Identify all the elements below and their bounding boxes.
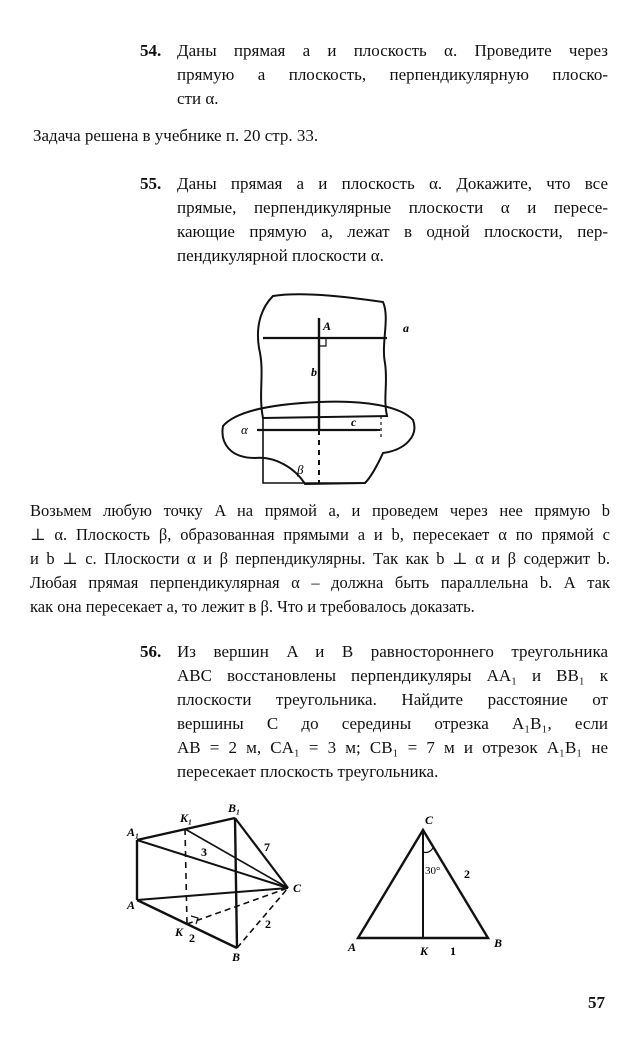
segment-B1-C <box>235 818 288 888</box>
figure-56-spatial <box>125 800 315 965</box>
label-7: 7 <box>264 840 270 854</box>
text-line: Даны прямая a и плоскость α. Проведите через <box>177 41 608 60</box>
text-line: плоскости треугольника. Найдите расстояние от <box>177 690 608 709</box>
plane-a-outline <box>258 294 387 418</box>
text-line: и b ⊥ c. Плоскости α и β перпендикулярны. Так как b ⊥ α и β содержит b. <box>30 549 610 568</box>
label-B1: B₁ <box>228 801 241 815</box>
label-1: 1 <box>450 944 456 958</box>
label-K1: K₁ <box>180 811 193 825</box>
label-alpha: α <box>241 422 248 437</box>
problem-number: 56. <box>140 642 162 661</box>
label-2-right: 2 <box>265 917 271 931</box>
text-line: кающие прямую a, лежат в одной плоскости, пер- <box>177 222 608 241</box>
angle-arc <box>423 848 433 853</box>
segment-A-C <box>137 888 288 900</box>
label-a: a <box>403 321 409 335</box>
plane-beta-outline <box>263 418 365 483</box>
text-line: как она пересекает a, то лежит в β. Что и требовалось доказать. <box>30 597 475 616</box>
text-line: Возьмем любую точку A на прямой a, и проведем через нее прямую b <box>30 501 610 520</box>
segment-K1-K <box>185 829 187 924</box>
text-line: AB = 2 м, CA₁ = 3 м; CB₁ = 7 м и отрезок A₁B₁ не <box>177 738 608 757</box>
label-2-left: 2 <box>189 931 195 945</box>
label-K: K <box>175 925 184 939</box>
text-line: Любая прямая перпендикулярная α – должна быть параллельна b. А так <box>30 573 610 592</box>
label-C: C <box>293 881 302 895</box>
text-line: прямые, перпендикулярные плоскости α и пересе- <box>177 198 608 217</box>
label-C: C <box>425 813 434 827</box>
label-A1: A₁ <box>127 825 140 839</box>
label-b: b <box>311 365 317 379</box>
label-A: A <box>323 319 332 333</box>
label-angle: 30° <box>425 865 441 877</box>
problem-text <box>177 640 608 784</box>
label-2: 2 <box>464 867 470 881</box>
label-B: B <box>494 936 503 950</box>
text-line: пересекает плоскость треугольника. <box>177 762 439 781</box>
label-B: B <box>232 950 241 964</box>
solution-55 <box>30 499 610 619</box>
label-c: c <box>351 415 357 429</box>
text-line: ABC восстановлены перпендикуляры AA₁ и BB₁ к <box>177 666 608 685</box>
problem-number: 55. <box>140 174 162 193</box>
text-line: сти α. <box>177 89 219 108</box>
text-line: пендикулярной плоскости α. <box>177 246 384 265</box>
label-3: 3 <box>201 845 207 859</box>
problem-number: 54. <box>140 41 162 60</box>
text-line: Из вершин A и B равностороннего треугольника <box>177 642 608 661</box>
text-line: вершины C до середины отрезка A₁B₁, если <box>177 714 608 733</box>
solution-note-54: Задача решена в учебнике п. 20 стр. 33. <box>33 126 319 145</box>
label-A: A <box>127 898 136 912</box>
label-A: A <box>348 940 357 954</box>
label-K: K <box>420 944 429 958</box>
figure-55 <box>215 288 420 488</box>
problem-text <box>177 172 608 268</box>
figure-56-triangle <box>342 808 512 963</box>
problem-text <box>177 39 608 111</box>
text-line: прямую a плоскость, перпендикулярную плоско- <box>177 65 608 84</box>
label-beta: β <box>297 462 304 477</box>
text-line: ⊥ α. Плоскость β, образованная прямыми a и b, пересекает α по прямой c <box>30 525 610 544</box>
text-line: Даны прямая a и плоскость α. Докажите, что все <box>177 174 608 193</box>
page-number: 57 <box>588 993 605 1012</box>
segment-B1-B <box>235 818 237 948</box>
